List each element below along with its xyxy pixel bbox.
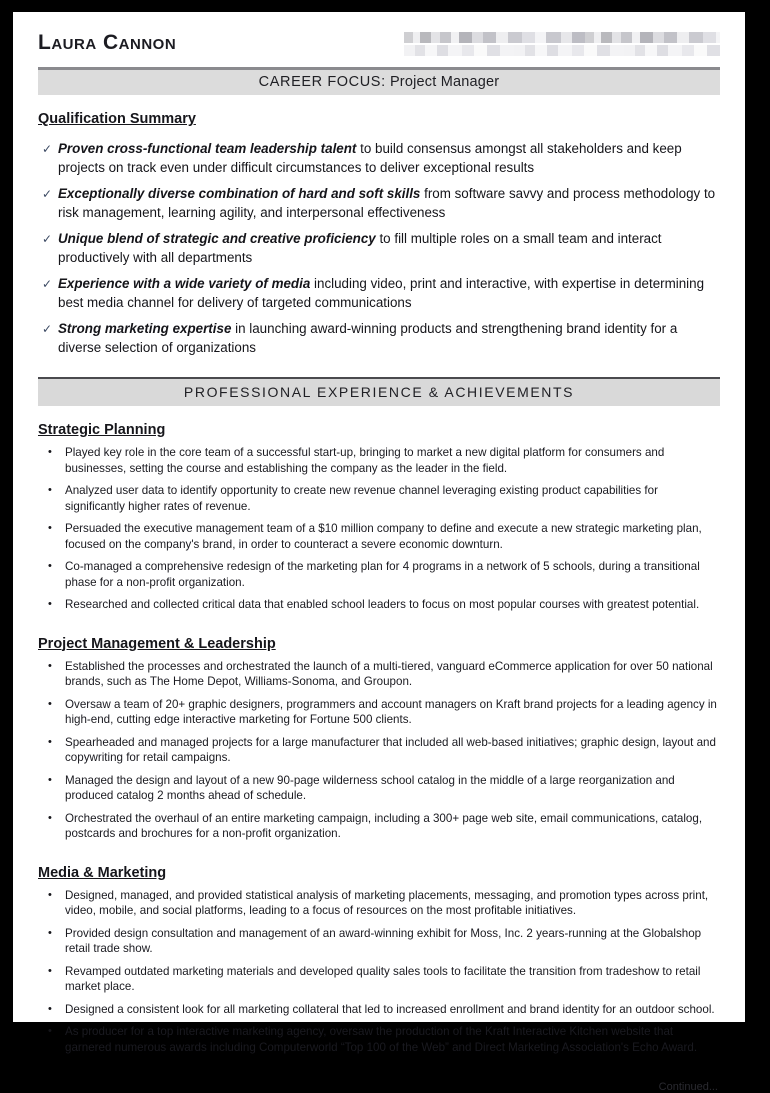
career-focus-bar (38, 70, 720, 95)
list-item (38, 275, 720, 312)
bullet-text: Established the processes and orchestrated the launch of a multi-tiered, vanguard eCommerce application for over 50 national brands, such as The Home Depot, Williams-Sonoma, and Groupon. (65, 659, 713, 688)
qualification-lead: Experience with a wide variety of media (58, 276, 311, 291)
qualification-rest: to build consensus amongst all stakeholders and keep projects on track even under difficult circumstances to deliver exceptional results (58, 141, 682, 175)
bullet-text: Researched and collected critical data that enabled school leaders to focus on most popular courses with greatest potential. (65, 598, 700, 611)
qualification-rest: including video, print and interactive, with expertise in determining best media channel for delivery of targeted communications (58, 276, 705, 310)
resume-page (13, 12, 745, 1093)
bullet-icon: • (48, 773, 52, 786)
bullet-icon: • (48, 446, 52, 458)
qualification-summary-list (38, 140, 720, 357)
list-item (38, 735, 720, 766)
check-icon: ✓ (42, 232, 53, 246)
candidate-name: Laura Cannon (38, 31, 177, 54)
bullet-text: Provided design consultation and management of an award-winning exhibit for Moss, Inc. 2 years-running at the Globalshop retail trade show. (65, 926, 702, 955)
list-item (38, 483, 720, 514)
bullet-icon: • (48, 735, 52, 748)
qualification-rest: to fill multiple roles on a small team and interact productively with all departments (58, 231, 662, 265)
bullet-icon: • (48, 1002, 52, 1015)
bullet-text: Managed the design and layout of a new 90-page wilderness school catalog in the middle of a large reorganization and produced catalog 2 months ahead of schedule. (65, 773, 675, 802)
qualification-text (58, 275, 720, 312)
strategic-planning-list (38, 445, 720, 613)
qualification-text (58, 185, 720, 222)
bullet-icon: • (48, 484, 52, 496)
list-item (38, 140, 720, 177)
qualification-summary-heading: Qualification Summary (38, 111, 196, 127)
bullet-icon: • (48, 659, 52, 672)
career-focus-label: CAREER FOCUS: (258, 74, 386, 90)
bullet-text: Orchestrated the overhaul of an entire marketing campaign, including a 300+ page web site, email communications, catalog, postcards and brochures for a non-profit organization. (65, 811, 703, 840)
redacted-line-2 (404, 45, 720, 56)
list-item (38, 445, 720, 476)
bullet-icon: • (48, 926, 52, 939)
check-icon: ✓ (42, 322, 53, 336)
bullet-icon: • (48, 811, 52, 824)
section-heading-media-marketing: Media & Marketing (38, 864, 167, 881)
qualification-lead: Strong marketing expertise (58, 321, 232, 336)
resume-header (38, 30, 720, 64)
list-item (38, 521, 720, 552)
bullet-icon: • (48, 522, 52, 534)
bullet-text: Designed, managed, and provided statistical analysis of marketing placements, messaging, and promotion types across print, video, mobile, and social platforms, leading to a focus of resources on the most profitable initiatives. (65, 888, 709, 917)
redacted-line-1 (404, 32, 720, 43)
list-item (38, 697, 720, 728)
qualification-text (58, 140, 720, 177)
bullet-text: Persuaded the executive management team of a $10 million company to define and execute a new strategic marketing plan, focused on the company's brand, in order to counteract a severe economic downturn. (65, 522, 702, 551)
section-heading-project-management: Project Management & Leadership (38, 635, 276, 652)
list-item (38, 773, 720, 804)
media-marketing-list (38, 888, 720, 1056)
bullet-text: Analyzed user data to identify opportunity to create new revenue channel leveraging existing product capabilities for significantly higher rates of revenue. (65, 484, 658, 513)
continued-footer: Continued... (658, 1081, 718, 1093)
bullet-icon: • (48, 964, 52, 977)
page-content (13, 12, 745, 1093)
bullet-icon: • (48, 598, 52, 610)
list-item (38, 888, 720, 919)
list-item (38, 320, 720, 357)
bullet-text: Designed a consistent look for all marketing collateral that led to increased enrollment and brand identity for an outdoor school. (65, 1002, 715, 1016)
list-item (38, 597, 720, 613)
career-focus-value: Project Manager (389, 74, 500, 90)
list-item (38, 559, 720, 590)
bullet-text: Played key role in the core team of a successful start-up, bringing to market a new digital platform for consumers and businesses, setting the course and establishing the company as the leader in the field. (65, 446, 665, 475)
qualification-lead: Proven cross-functional team leadership talent (58, 141, 357, 156)
bullet-text: Co-managed a comprehensive redesign of the marketing plan for 4 programs in a network of 5 schools, during a transitional phase for a non-profit organization. (65, 560, 700, 589)
bullet-text: Oversaw a team of 20+ graphic designers, programmers and account managers on Kraft brand projects for a leading agency in high-end, cutting edge interactive marketing for Fortune 500 clients. (65, 697, 717, 726)
check-icon: ✓ (42, 277, 53, 291)
qualification-text (58, 230, 720, 267)
check-icon: ✓ (42, 187, 53, 201)
list-item (38, 659, 720, 690)
professional-experience-banner-wrap (38, 377, 720, 406)
bullet-icon: • (48, 888, 52, 901)
list-item (38, 230, 720, 267)
qualification-lead: Unique blend of strategic and creative proficiency (58, 231, 376, 246)
check-icon: ✓ (42, 142, 53, 156)
qualification-rest: in launching award-winning products and strengthening brand identity for a diverse selection of organizations (58, 321, 678, 355)
list-item (38, 1024, 720, 1055)
bullet-icon: • (48, 697, 52, 710)
bullet-icon: • (48, 560, 52, 572)
qualification-text (58, 320, 720, 357)
bullet-text: Spearheaded and managed projects for a large manufacturer that included all web-based initiatives; graphic design, layout and copywriting for retail campaigns. (65, 735, 716, 764)
qualification-rest: from software savvy and process methodology to risk management, learning agility, and interpersonal effectiveness (58, 186, 716, 220)
bullet-text: As producer for a top interactive marketing agency, oversaw the production of the Kraft Interactive Kitchen website that garnered numerous awards including Computerworld “Top 100 of the Web” and Direct Marketing Association's Echo Award. (65, 1025, 698, 1054)
contact-info-redacted (404, 32, 720, 58)
list-item (38, 926, 720, 957)
professional-experience-banner: PROFESSIONAL EXPERIENCE & ACHIEVEMENTS (38, 379, 720, 406)
qualification-lead: Exceptionally diverse combination of hard and soft skills (58, 186, 421, 201)
list-item (38, 964, 720, 995)
project-management-list (38, 659, 720, 842)
list-item (38, 1002, 720, 1018)
section-heading-strategic-planning: Strategic Planning (38, 422, 166, 438)
list-item (38, 185, 720, 222)
bullet-text: Revamped outdated marketing materials and developed quality sales tools to facilitate the transition from tradeshow to retail market place. (65, 964, 701, 993)
list-item (38, 811, 720, 842)
bullet-icon: • (48, 1025, 52, 1037)
